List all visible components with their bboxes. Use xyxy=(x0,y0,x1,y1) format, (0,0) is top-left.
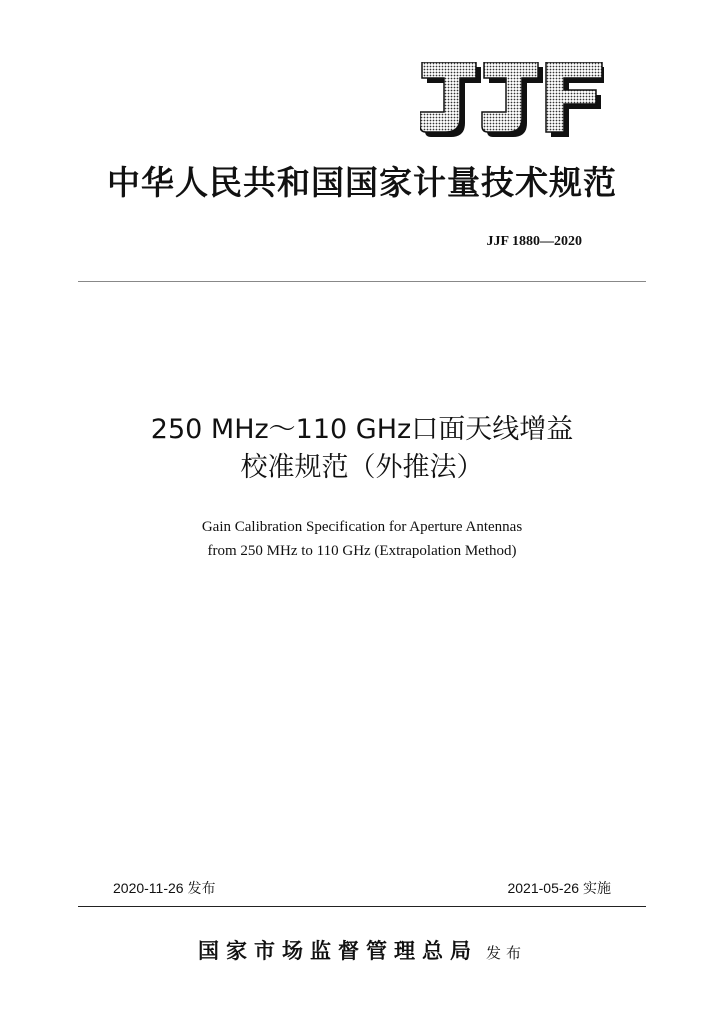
footer-divider xyxy=(78,906,646,907)
publisher-name: 国家市场监督管理总局 xyxy=(197,938,478,963)
publisher-verb: 发布 xyxy=(485,944,526,962)
jjf-logo xyxy=(420,62,604,138)
title-en-line1: Gain Calibration Specification for Aperture Antennas xyxy=(201,519,523,535)
publisher-line xyxy=(0,936,724,968)
title-cn-line2: 校准规范（外推法） xyxy=(240,452,484,483)
header-divider xyxy=(78,281,646,282)
implementation-date: 2021-05-26 实施 xyxy=(507,880,611,896)
standard-code: JJF 1880—2020 xyxy=(486,234,582,249)
title-en-line2: from 250 MHz to 110 GHz (Extrapolation Method) xyxy=(207,543,517,559)
title-cn-line1: 250 MHz～110 GHz口面天线增益 xyxy=(150,414,574,445)
issue-date: 2020-11-26 发布 xyxy=(113,880,216,896)
jjf-logo-letters xyxy=(420,62,602,132)
issuing-body-title: 中华人民共和国国家计量技术规范 xyxy=(107,163,617,202)
